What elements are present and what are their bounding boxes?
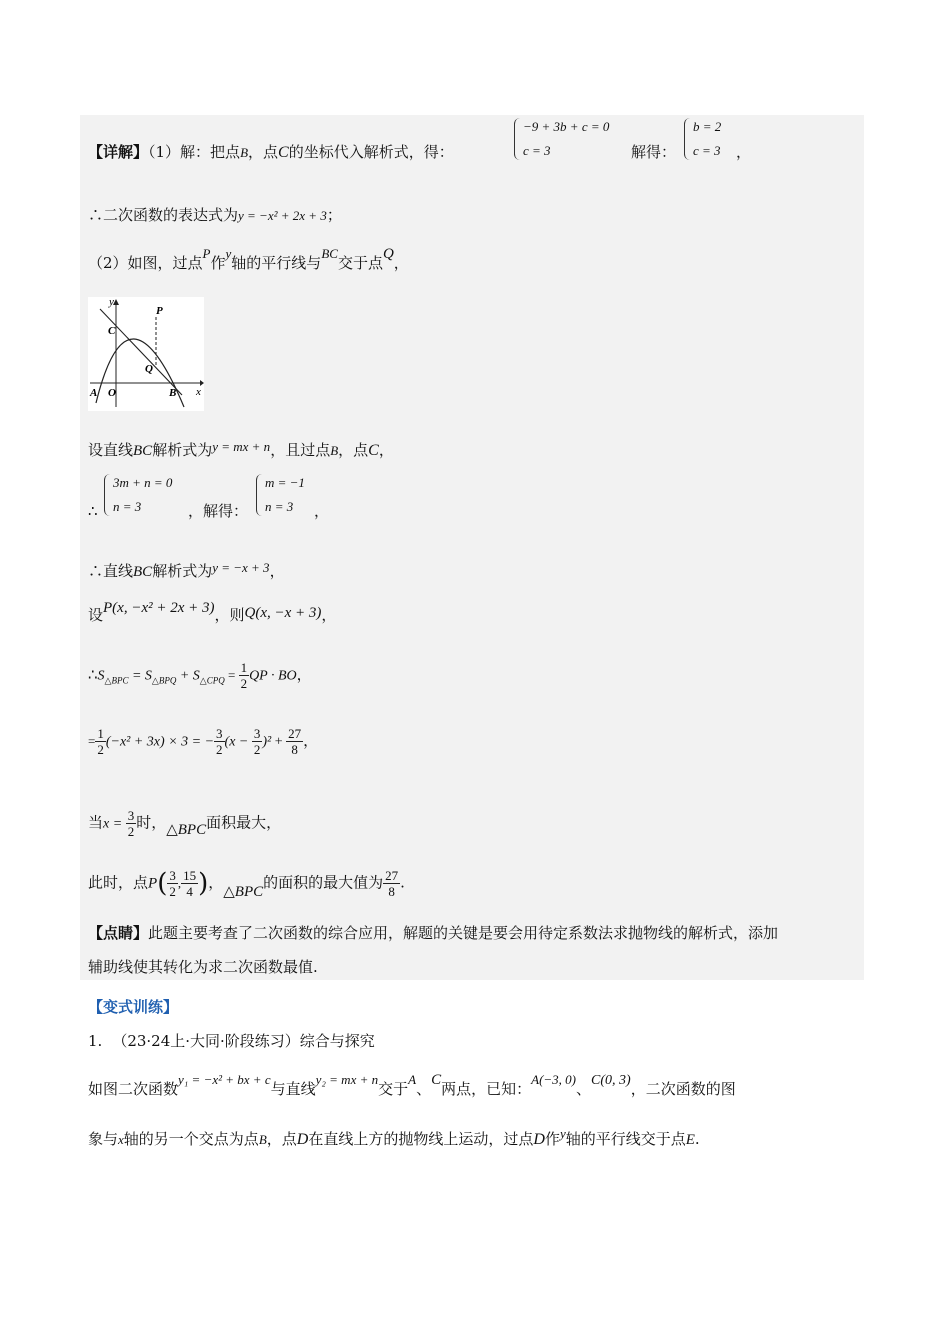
brace: [684, 118, 691, 160]
text-segment: 设直线: [88, 441, 134, 459]
fraction-numerator: 3: [127, 808, 135, 823]
text-segment: ，: [269, 562, 285, 580]
problem-source: （23·24上·大同·阶段练习）综合与探究: [112, 1032, 375, 1050]
equation-system-3: [104, 474, 184, 518]
detail-tag: 【详解】: [88, 143, 149, 161]
axis-y: y: [559, 1126, 566, 1141]
label-a: A: [90, 387, 98, 399]
text-segment: 作: [544, 1130, 560, 1148]
text-segment: .: [694, 1130, 700, 1148]
brace: [514, 118, 521, 160]
fraction-denominator: 2: [216, 742, 223, 757]
function-expression-line: [88, 204, 342, 227]
fraction-denominator: 8: [388, 884, 395, 899]
text-segment: ，: [736, 143, 752, 161]
point-q-expression: Q(x, −x + 3): [244, 605, 322, 621]
text-segment: 时，: [136, 813, 167, 832]
point-c: C: [368, 442, 379, 459]
fraction-numerator: 1: [97, 726, 104, 741]
text-segment: 作: [210, 254, 226, 272]
triangle-bpc: △BPC: [166, 821, 207, 838]
fraction: [252, 726, 263, 757]
function-expression: y = −x² + 2x + 3: [238, 208, 327, 223]
line-bc-result: [88, 560, 285, 583]
text-segment: ，点: [248, 143, 279, 161]
area-symbol: S: [97, 668, 105, 684]
area-expansion-line: [88, 726, 318, 757]
text-segment: 两点，已知：: [441, 1080, 532, 1098]
fraction-half: [239, 660, 250, 691]
fraction-numerator: 27: [385, 868, 399, 883]
line-expression: y₂ = mx + n: [315, 1072, 379, 1087]
text-segment: 、: [576, 1080, 592, 1098]
y-axis-arrow: [113, 299, 119, 305]
paren-close: ): [198, 868, 209, 899]
point-c-coordinates: C(0, 3): [591, 1073, 631, 1088]
point-b: B: [258, 1132, 267, 1147]
axis-x: x: [118, 1132, 124, 1147]
text-segment: 解析式为: [152, 441, 213, 459]
point-a: A: [408, 1072, 417, 1087]
expression-segment: (x −: [224, 734, 252, 750]
text-segment: 设: [88, 606, 104, 624]
line-expression: y = mx + n: [212, 439, 271, 454]
parabola-expression: y₁ = −x² + bx + c: [178, 1072, 271, 1087]
system-row: −9 + 3b + c = 0: [523, 119, 610, 134]
point-a-coordinates: A(−3, 0): [531, 1072, 577, 1087]
expression-segment: (−x² + 3x) × 3 = −: [105, 734, 215, 750]
comment-line-2: 辅助线使其转化为求二次函数最值.: [88, 958, 318, 976]
area-symbol: = S: [128, 668, 152, 684]
fraction-numerator: 15: [183, 868, 197, 883]
text-segment: ，点: [266, 1130, 297, 1148]
text-segment: 面积最大，: [206, 813, 282, 832]
text-segment: ，: [378, 441, 394, 459]
fraction-numerator: 3: [216, 726, 223, 741]
text-segment: ∴: [88, 665, 98, 684]
brace: [256, 474, 263, 516]
system-row: n = 3: [113, 499, 142, 514]
text-segment: ，: [208, 873, 224, 892]
fraction: [167, 868, 178, 899]
system-row: b = 2: [693, 119, 722, 134]
text-segment: 的面积的最大值为: [263, 873, 384, 892]
text-segment: 轴的平行线与: [231, 254, 322, 272]
text-segment: 、: [416, 1080, 432, 1098]
text-segment: ，: [296, 665, 312, 684]
text-segment: 的坐标代入解析式，得：: [288, 143, 454, 161]
fraction-denominator: 4: [186, 884, 193, 899]
plus-sign: +: [271, 734, 287, 750]
text-segment: 轴的另一个交点为点: [123, 1130, 259, 1148]
parabola-graph: [88, 297, 204, 411]
detail-line: [88, 141, 454, 164]
fraction: [286, 726, 303, 757]
label-p: P: [156, 305, 163, 317]
text-segment: ，: [393, 254, 409, 272]
text-segment: ，则: [214, 606, 245, 624]
text-segment: ，点: [338, 441, 369, 459]
area-decomposition-line: [88, 660, 312, 692]
set-point-line: [88, 600, 337, 627]
area-symbol: + S: [176, 668, 200, 684]
x-equation: x =: [103, 816, 126, 832]
label-y: y: [109, 297, 114, 308]
fraction-numerator: 27: [288, 726, 302, 741]
line-bc: BC: [321, 246, 338, 261]
label-c: C: [108, 325, 116, 337]
text-segment: 当: [88, 813, 104, 832]
text-segment: ，: [303, 731, 319, 750]
system-row: c = 3: [693, 143, 721, 158]
set-line-bc: [88, 439, 394, 462]
axis-y: y: [225, 246, 232, 261]
line-bc-segment: [100, 309, 182, 395]
triangle-bpc: △BPC: [223, 883, 264, 900]
area-subscript: △CPQ: [199, 675, 225, 686]
solve-label: ，解得：: [188, 502, 249, 520]
training-heading: 【变式训练】: [88, 998, 179, 1016]
system-row: 3m + n = 0: [113, 475, 173, 490]
text-segment: ，且过点: [270, 441, 331, 459]
text-segment: 与直线: [270, 1080, 316, 1098]
text-segment: ∴直线: [88, 562, 134, 580]
text-segment: 解析式为: [152, 562, 213, 580]
problem-1-line-3: [88, 1128, 700, 1151]
fraction: [214, 726, 225, 757]
brace: [104, 474, 111, 516]
system-row: m = −1: [265, 475, 305, 490]
problem-1-line-2: [88, 1072, 736, 1102]
label-q: Q: [145, 363, 153, 375]
point-p: P: [202, 246, 211, 261]
comment-line-1: [88, 922, 778, 944]
fraction-numerator: 3: [253, 726, 261, 741]
text-segment: ，二次函数的图: [630, 1080, 736, 1098]
text-segment: .: [400, 873, 405, 892]
fraction: [383, 868, 400, 899]
text-segment: 此时，点: [88, 873, 149, 892]
system-row: n = 3: [265, 499, 294, 514]
solution-panel: [80, 115, 864, 980]
area-subscript: △BPC: [104, 675, 129, 686]
fraction-denominator: 2: [253, 742, 261, 757]
point-p-expression: P(x, −x² + 2x + 3): [103, 600, 215, 616]
solve-label: 解得：: [631, 143, 677, 161]
line-bc: BC: [133, 564, 153, 580]
part2-line: [88, 246, 409, 275]
equation-system-4: [256, 474, 316, 518]
text-segment: 交于点: [337, 254, 383, 272]
fraction: [126, 808, 137, 839]
point-c: C: [431, 1072, 442, 1088]
equation-system-1: [514, 118, 624, 162]
text-segment: 如图二次函数: [88, 1080, 179, 1098]
point-d: D: [533, 1131, 545, 1148]
point-q: Q: [382, 246, 394, 262]
point-d: D: [296, 1131, 309, 1148]
equation-system-2: [684, 118, 734, 162]
point-e: E: [685, 1132, 695, 1148]
comment-text: 此题主要考查了二次函数的综合应用，解题的关键是要会用待定系数法求抛物线的解析式，添加: [148, 924, 779, 942]
text-segment: 在直线上方的抛物线上运动，过点: [308, 1130, 534, 1148]
text-segment: ∴二次函数的表达式为: [88, 206, 239, 224]
paren-open: (: [157, 868, 168, 899]
point-p: P: [148, 875, 158, 892]
line-bc: BC: [133, 443, 153, 459]
part1-intro: （1）解：把点: [148, 143, 241, 161]
label-b: B: [169, 387, 177, 399]
point-b: B: [240, 145, 249, 160]
area-subscript: △BPQ: [151, 675, 177, 686]
fraction-denominator: 2: [127, 824, 135, 839]
max-condition-line: [88, 808, 281, 839]
fraction-denominator: 2: [240, 676, 248, 691]
text-segment: 象与: [88, 1130, 119, 1148]
fraction: [181, 868, 198, 899]
problem-1-source: [88, 1030, 375, 1052]
text-segment: 轴的平行线交于点: [565, 1130, 686, 1148]
max-result-line: [88, 868, 405, 899]
fraction-denominator: 2: [97, 742, 104, 757]
text-segment: ，: [314, 502, 330, 520]
problem-number: 1.: [88, 1032, 103, 1050]
fraction-denominator: 2: [169, 884, 176, 899]
fraction-denominator: 8: [291, 742, 298, 757]
equals-sign: =: [224, 667, 239, 683]
fraction: [95, 726, 106, 757]
label-o: O: [108, 387, 116, 399]
system-row: c = 3: [523, 143, 551, 158]
point-c: C: [278, 144, 289, 161]
expression-segment: )²: [262, 734, 272, 750]
text-segment: ，: [321, 606, 337, 624]
therefore-symbol: ∴: [88, 502, 98, 520]
fraction-numerator: 1: [240, 660, 248, 675]
comma-separator: ,: [177, 875, 182, 891]
text-segment: （2）如图，过点: [88, 254, 203, 272]
equals-sign: =: [88, 733, 96, 749]
label-x: x: [196, 386, 201, 398]
fraction-numerator: 3: [169, 868, 176, 883]
parabola-figure: [88, 297, 204, 411]
text-segment: 交于: [378, 1080, 409, 1098]
point-b: B: [330, 443, 339, 458]
line-expression: y = −x + 3: [212, 560, 270, 575]
product-expression: QP · BO: [249, 668, 297, 684]
comment-tag: 【点睛】: [88, 924, 149, 942]
text-segment: ；: [326, 206, 342, 224]
